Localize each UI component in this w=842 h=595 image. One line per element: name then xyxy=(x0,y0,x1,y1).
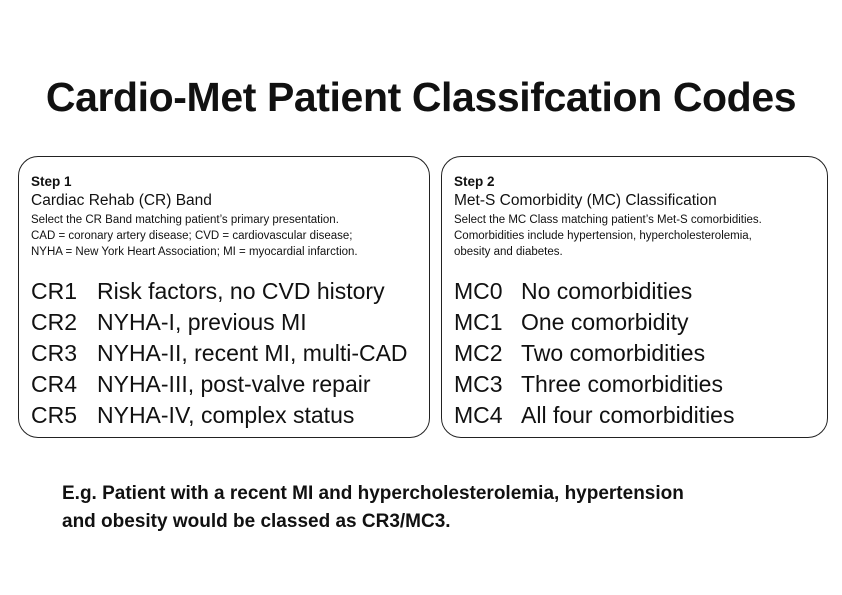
step1-panel xyxy=(18,156,430,438)
step2-label: Step 2 xyxy=(454,174,495,189)
cr-description: NYHA-I, previous MI xyxy=(97,309,307,335)
cr-description: NYHA-IV, complex status xyxy=(97,402,355,428)
mc-class-list xyxy=(454,278,734,433)
cr-band-row xyxy=(31,278,408,309)
cr-code: CR3 xyxy=(31,340,78,366)
step1-heading: Cardiac Rehab (CR) Band xyxy=(31,192,212,209)
cr-code: CR4 xyxy=(31,371,78,397)
page-title: Cardio-Met Patient Classifcation Codes xyxy=(45,74,797,120)
step2-heading: Met-S Comorbidity (MC) Classification xyxy=(454,192,717,209)
mc-class-row xyxy=(454,371,734,402)
step1-description-line: CAD = coronary artery disease; CVD = cardiovascular disease; xyxy=(31,230,353,242)
mc-description: All four comorbidities xyxy=(521,402,735,428)
cr-description: Risk factors, no CVD history xyxy=(97,278,385,304)
mc-description: Two comorbidities xyxy=(521,340,706,366)
mc-code: MC1 xyxy=(454,309,503,335)
example-line: E.g. Patient with a recent MI and hypercholesterolemia, hypertension xyxy=(62,483,684,504)
mc-code: MC2 xyxy=(454,340,503,366)
step1-label: Step 1 xyxy=(31,174,72,189)
cr-code: CR5 xyxy=(31,402,78,428)
mc-class-row xyxy=(454,340,734,371)
mc-description: No comorbidities xyxy=(521,278,693,304)
step2-description-line: Select the MC Class matching patient’s Met-S comorbidities. xyxy=(454,214,762,226)
mc-class-row xyxy=(454,278,734,309)
mc-code: MC4 xyxy=(454,402,503,428)
mc-description: Three comorbidities xyxy=(521,371,723,397)
step1-description-line: Select the CR Band matching patient’s primary presentation. xyxy=(31,214,339,226)
cr-band-row xyxy=(31,371,408,402)
mc-description: One comorbidity xyxy=(521,309,689,335)
cr-description: NYHA-III, post-valve repair xyxy=(97,371,371,397)
mc-class-row xyxy=(454,309,734,340)
step2-description-line: Comorbidities include hypertension, hypercholesterolemia, xyxy=(454,230,752,242)
mc-code: MC3 xyxy=(454,371,503,397)
step2-description-line: obesity and diabetes. xyxy=(454,246,563,258)
mc-code: MC0 xyxy=(454,278,503,304)
step2-description xyxy=(454,212,829,260)
cr-code: CR2 xyxy=(31,309,78,335)
mc-class-row xyxy=(454,402,734,433)
cr-band-row xyxy=(31,340,408,371)
step2-panel xyxy=(441,156,828,438)
cr-band-list xyxy=(31,278,408,433)
example-line: and obesity would be classed as CR3/MC3. xyxy=(62,511,451,532)
step1-description xyxy=(31,212,406,260)
cr-band-row xyxy=(31,402,408,433)
cr-description: NYHA-II, recent MI, multi-CAD xyxy=(97,340,408,366)
example-note xyxy=(62,480,822,536)
step1-description-line: NYHA = New York Heart Association; MI = myocardial infarction. xyxy=(31,246,358,258)
cr-band-row xyxy=(31,309,408,340)
cr-code: CR1 xyxy=(31,278,78,304)
